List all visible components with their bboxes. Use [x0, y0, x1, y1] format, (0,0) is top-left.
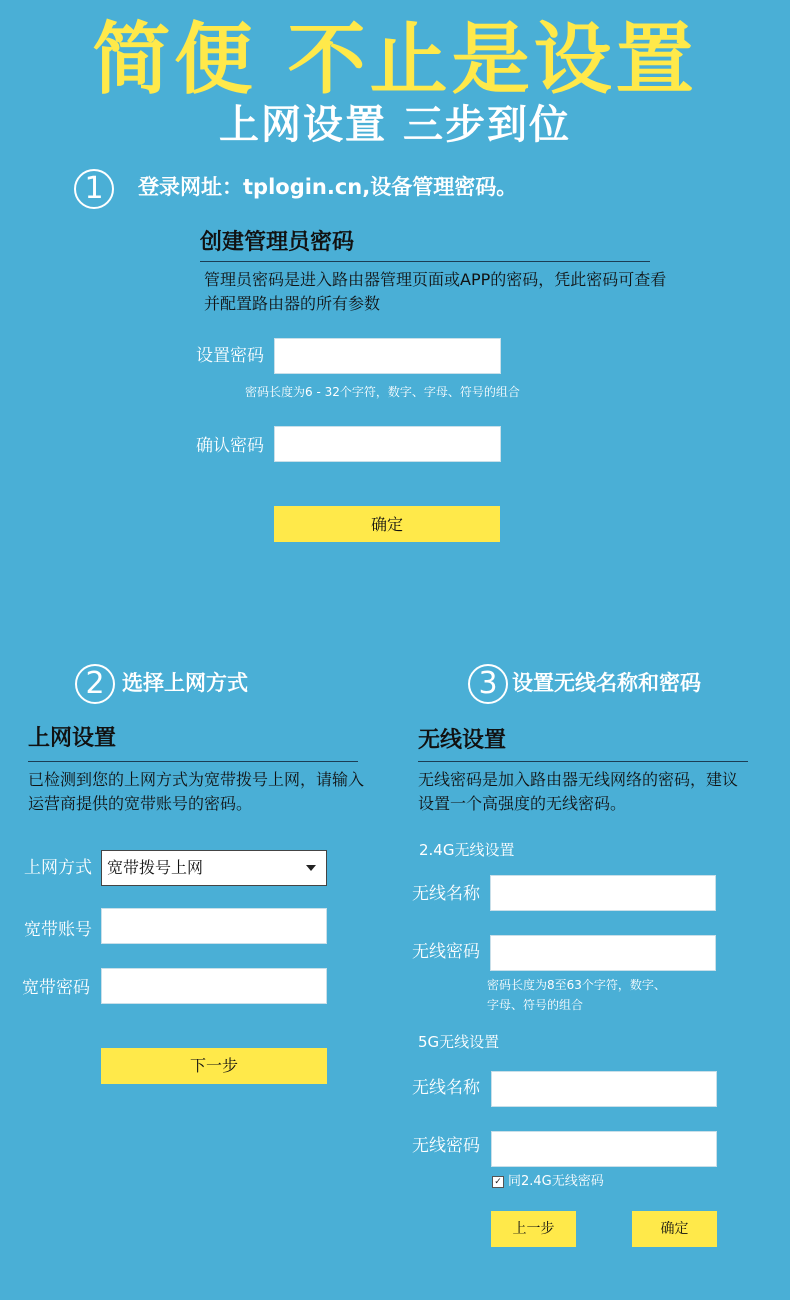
- set-password-input[interactable]: [274, 338, 501, 374]
- wifi-5g-password-label: 无线密码: [412, 1136, 480, 1156]
- wifi-24g-name-label: 无线名称: [412, 884, 480, 904]
- hero-subtitle: 上网设置 三步到位: [219, 102, 571, 148]
- wifi-24g-password-input[interactable]: [490, 935, 716, 971]
- desc-line: 无线密码是加入路由器无线网络的密码，建议: [418, 770, 739, 789]
- same-password-checkbox[interactable]: ✓: [492, 1176, 504, 1188]
- connection-mode-select[interactable]: [101, 850, 327, 886]
- wireless-settings-description: [418, 768, 778, 816]
- connection-mode-value: 宽带拨号上网: [107, 858, 204, 877]
- same-password-label: 同2.4G无线密码: [508, 1174, 604, 1189]
- broadband-account-input[interactable]: [101, 908, 327, 944]
- broadband-password-input[interactable]: [101, 968, 327, 1004]
- band-5g-title: 5G无线设置: [418, 1033, 500, 1051]
- broadband-password-label: 宽带密码: [22, 978, 90, 998]
- band-24g-title: 2.4G无线设置: [419, 841, 515, 859]
- desc-line: 运营商提供的宽带账号的密码。: [28, 794, 253, 813]
- step-3-text: 设置无线名称和密码: [512, 671, 701, 695]
- wifi-5g-password-input[interactable]: [491, 1131, 717, 1167]
- internet-settings-title: 上网设置: [28, 726, 117, 751]
- password-length-hint: 密码长度为6 - 32个字符，数字、字母、符号的组合: [245, 385, 520, 399]
- wifi-24g-password-label: 无线密码: [412, 942, 480, 962]
- step-1-text: 登录网址：tplogin.cn,设备管理密码。: [138, 175, 518, 199]
- step-1-number: 1: [74, 169, 114, 209]
- desc-line: 并配置路由器的所有参数: [204, 294, 381, 313]
- hint-line: 字母、符号的组合: [487, 998, 584, 1012]
- wifi-password-hint: [487, 975, 727, 1015]
- desc-line: 设置一个高强度的无线密码。: [418, 794, 627, 813]
- confirm-button[interactable]: 确定: [274, 506, 500, 542]
- section-divider: [418, 761, 748, 762]
- step-3-number: 3: [468, 664, 508, 704]
- desc-line: 已检测到您的上网方式为宽带拨号上网，请输入: [28, 770, 365, 789]
- connection-mode-label: 上网方式: [24, 858, 92, 878]
- wifi-24g-name-input[interactable]: [490, 875, 716, 911]
- admin-password-description: [204, 268, 704, 316]
- wireless-settings-title: 无线设置: [418, 728, 507, 753]
- create-admin-password-title: 创建管理员密码: [200, 230, 355, 255]
- section-divider: [28, 761, 358, 762]
- confirm-password-label: 确认密码: [196, 436, 264, 456]
- desc-line: 管理员密码是进入路由器管理页面或APP的密码，凭此密码可查看: [204, 270, 667, 289]
- internet-settings-description: [28, 768, 398, 816]
- step-2-number: 2: [75, 664, 115, 704]
- hero-title: 简便 不止是设置: [92, 15, 698, 105]
- hint-line: 密码长度为8至63个字符，数字、: [487, 978, 666, 992]
- wifi-5g-name-label: 无线名称: [412, 1078, 480, 1098]
- step-2-text: 选择上网方式: [122, 671, 248, 695]
- previous-step-button[interactable]: 上一步: [491, 1211, 576, 1247]
- set-password-label: 设置密码: [196, 346, 264, 366]
- confirm-password-input[interactable]: [274, 426, 501, 462]
- wifi-5g-name-input[interactable]: [491, 1071, 717, 1107]
- broadband-account-label: 宽带账号: [24, 920, 92, 940]
- section-divider: [200, 261, 650, 262]
- next-step-button[interactable]: 下一步: [101, 1048, 327, 1084]
- chevron-down-icon: [306, 865, 316, 871]
- wireless-confirm-button[interactable]: 确定: [632, 1211, 717, 1247]
